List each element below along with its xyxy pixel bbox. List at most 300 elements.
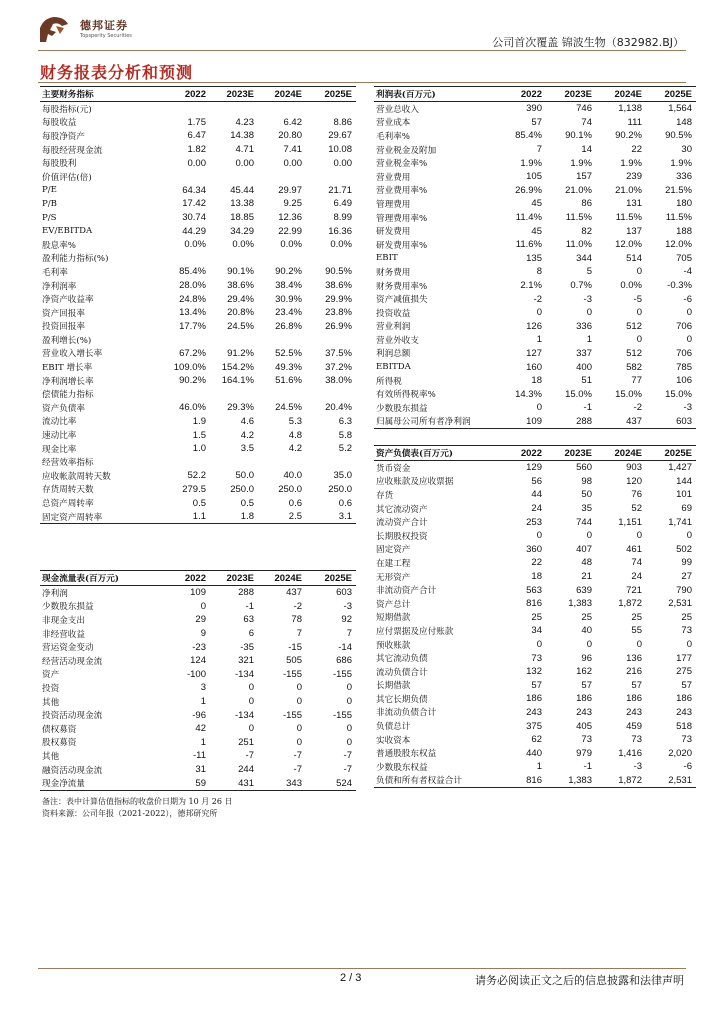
value-cell: 57 — [531, 116, 542, 128]
value-cell: 239 — [626, 171, 642, 183]
row-label: 资产负债率 — [42, 403, 85, 414]
value-cell: 154.2% — [221, 361, 254, 373]
value-cell: 0 — [686, 334, 692, 346]
value-cell: 0 — [636, 307, 642, 319]
value-cell: 14.38 — [230, 130, 254, 142]
row-label: 长期借款 — [376, 681, 411, 692]
value-cell: 0 — [536, 307, 542, 319]
year-header-cell: 2024E — [596, 446, 646, 461]
year-header-cell: 2025E — [306, 571, 356, 586]
value-cell: 188 — [676, 225, 692, 237]
value-cell: 34.29 — [230, 225, 254, 237]
value-cell: 28.0% — [179, 280, 206, 292]
value-cell: 1 — [586, 334, 592, 346]
value-cell: 45 — [531, 198, 542, 210]
value-cell: 57 — [631, 679, 642, 691]
value-cell: 35 — [581, 503, 592, 515]
table-row — [40, 252, 356, 266]
table-header-row — [40, 87, 356, 102]
row-label: 净利润增长率 — [42, 376, 94, 387]
row-label: 营业利润 — [376, 322, 411, 333]
row-label: 实收资本 — [376, 735, 411, 746]
value-cell: 38.6% — [227, 280, 254, 292]
row-label: 管理费用率% — [376, 213, 428, 224]
value-cell: 903 — [626, 462, 642, 474]
value-cell: 52.2 — [187, 470, 206, 482]
table-row — [374, 746, 696, 760]
row-label: 预收账款 — [376, 640, 411, 651]
value-cell: 24 — [531, 503, 542, 515]
value-cell — [158, 333, 210, 347]
value-cell: 15.0% — [565, 388, 592, 400]
page-number: 2 / 3 — [340, 972, 362, 984]
value-cell: 24.5% — [227, 320, 254, 332]
value-cell: 73 — [631, 734, 642, 746]
value-cell: 40 — [581, 625, 592, 637]
value-cell: 1.9 — [192, 415, 206, 427]
value-cell: 162 — [576, 666, 592, 678]
row-label: 现金净流量 — [40, 776, 158, 790]
footer-divider — [38, 968, 686, 969]
table-row — [40, 600, 356, 614]
value-cell: 343 — [258, 776, 306, 790]
value-cell: 4.2 — [288, 443, 302, 455]
value-cell: 21.0% — [565, 184, 592, 196]
value-cell: 0.0% — [330, 239, 352, 251]
table-row — [40, 360, 356, 374]
value-cell: 21 — [581, 571, 592, 583]
value-cell — [158, 455, 210, 469]
value-cell: 744 — [576, 516, 592, 528]
value-cell: 243 — [676, 706, 692, 718]
value-cell: 132 — [526, 666, 542, 678]
value-cell: 1,564 — [668, 103, 692, 115]
value-cell: 160 — [526, 361, 542, 373]
value-cell: 18 — [531, 571, 542, 583]
value-cell: 186 — [576, 693, 592, 705]
value-cell: 106 — [676, 375, 692, 387]
value-cell: 109 — [190, 587, 206, 599]
row-label: 资产 — [42, 670, 60, 681]
table-row — [40, 320, 356, 334]
row-label: 存货周转天数 — [42, 485, 94, 496]
value-cell: 91.2% — [227, 347, 254, 359]
value-cell: 502 — [676, 543, 692, 555]
value-cell: 505 — [286, 655, 302, 667]
value-cell: 0 — [296, 723, 302, 735]
table-row — [40, 184, 356, 198]
value-cell: 25 — [581, 611, 592, 623]
value-cell: 90.5% — [325, 266, 352, 278]
value-cell: 437 — [286, 587, 302, 599]
value-cell: -7 — [293, 750, 302, 762]
value-cell: 56 — [531, 475, 542, 487]
value-cell: 52.5% — [275, 347, 302, 359]
table-row — [40, 736, 356, 750]
value-cell: 512 — [626, 320, 642, 332]
value-cell: 1.9% — [520, 157, 542, 169]
value-cell: 1.8 — [210, 510, 258, 524]
value-cell: 279.5 — [182, 483, 206, 495]
table-row — [40, 510, 356, 524]
table-row — [40, 586, 356, 600]
table-row — [374, 374, 696, 388]
value-cell: 6.47 — [187, 130, 206, 142]
value-cell: 177 — [676, 652, 692, 664]
value-cell: -11 — [192, 750, 206, 762]
row-label: 股权募资 — [42, 738, 77, 749]
row-label: 营业收入增长率 — [42, 349, 103, 360]
table-row — [374, 333, 696, 347]
value-cell: -96 — [192, 709, 206, 721]
value-cell: 63 — [243, 614, 254, 626]
value-cell: 37.5% — [325, 347, 352, 359]
value-cell: 38.4% — [275, 280, 302, 292]
value-cell: -2 — [293, 600, 302, 612]
value-cell: 129 — [526, 462, 542, 474]
table-row — [40, 776, 356, 790]
income-statement-table — [374, 86, 696, 429]
value-cell: 0.00 — [187, 157, 206, 169]
row-label: 研发费用率% — [376, 240, 428, 251]
logo-subtext: Topsperity Securities — [80, 33, 132, 39]
value-cell: 7.41 — [283, 144, 302, 156]
value-cell: 250.0 — [278, 483, 302, 495]
value-cell: 148 — [676, 116, 692, 128]
row-label: 毛利率% — [376, 131, 410, 142]
row-label: 财务费用率% — [376, 281, 428, 292]
value-cell: 38.6% — [325, 280, 352, 292]
value-cell: 0 — [346, 723, 352, 735]
value-cell: -2 — [633, 402, 642, 414]
table-row — [374, 583, 696, 597]
value-cell: 22 — [531, 557, 542, 569]
value-cell: 18.85 — [230, 212, 254, 224]
table-title-cell: 资产负债表(百万元) — [374, 446, 496, 461]
value-cell: 45 — [531, 225, 542, 237]
table-header-row — [374, 87, 696, 102]
value-cell: 336 — [676, 171, 692, 183]
value-cell: 336 — [576, 320, 592, 332]
value-cell: 12.36 — [278, 212, 302, 224]
value-cell: -7 — [245, 750, 254, 762]
value-cell: 0.7% — [570, 280, 592, 292]
value-cell: 137 — [626, 225, 642, 237]
table-row — [374, 292, 696, 306]
value-cell: -15 — [288, 641, 302, 653]
value-cell: 29.9% — [325, 293, 352, 305]
value-cell: 35.0 — [333, 470, 352, 482]
table-row — [374, 252, 696, 266]
value-cell — [210, 387, 258, 401]
value-cell: 62 — [531, 734, 542, 746]
table-row — [40, 496, 356, 510]
table-row — [374, 102, 696, 116]
table-row — [374, 279, 696, 293]
row-label: 偿债能力指标 — [42, 390, 94, 401]
value-cell — [258, 170, 306, 184]
table-row — [40, 455, 356, 469]
value-cell: 7 — [296, 628, 302, 640]
value-cell: 22.99 — [278, 225, 302, 237]
year-header-cell: 2025E — [646, 446, 696, 461]
value-cell: 518 — [676, 720, 692, 732]
value-cell: 563 — [526, 584, 542, 596]
value-cell: 20.8% — [227, 307, 254, 319]
value-cell: 92 — [341, 614, 352, 626]
value-cell: -134 — [234, 709, 254, 721]
row-label: 财务费用 — [376, 267, 411, 278]
value-cell: 1 — [536, 761, 542, 773]
row-label: 无形资产 — [376, 572, 411, 583]
value-cell: 275 — [676, 666, 692, 678]
table-row — [40, 156, 356, 170]
value-cell: 603 — [646, 415, 696, 429]
table-row — [374, 387, 696, 401]
value-cell: 30.74 — [182, 212, 206, 224]
value-cell: 790 — [676, 584, 692, 596]
value-cell: -3 — [633, 761, 642, 773]
table-row — [40, 265, 356, 279]
table-row — [40, 763, 356, 777]
row-label: 少数股东损益 — [42, 602, 94, 613]
value-cell: 360 — [526, 543, 542, 555]
value-cell: 135 — [526, 252, 542, 264]
table-row — [40, 347, 356, 361]
row-label: 固定资产周转率 — [40, 510, 158, 524]
value-cell: 90.2% — [275, 266, 302, 278]
value-cell: 126 — [526, 320, 542, 332]
table-row — [40, 238, 356, 252]
table-row — [40, 279, 356, 293]
value-cell: 124 — [190, 655, 206, 667]
table-row — [40, 374, 356, 388]
table-row — [374, 692, 696, 706]
value-cell: -155 — [282, 668, 302, 680]
row-label: EBIT — [376, 253, 398, 264]
value-cell: 0.6 — [338, 497, 352, 509]
value-cell: 375 — [526, 720, 542, 732]
value-cell: -0.3% — [667, 280, 692, 292]
row-label: 速动比率 — [42, 431, 77, 442]
row-label: 其他 — [42, 697, 60, 708]
value-cell: 57 — [531, 679, 542, 691]
value-cell: 50 — [581, 489, 592, 501]
value-cell: 2,020 — [668, 747, 692, 759]
value-cell: 1,383 — [568, 598, 592, 610]
table-row — [374, 733, 696, 747]
value-cell: 40.0 — [283, 470, 302, 482]
value-cell: 13.4% — [179, 307, 206, 319]
value-cell: 15.0% — [665, 388, 692, 400]
value-cell: -134 — [234, 668, 254, 680]
value-cell: 186 — [626, 693, 642, 705]
value-cell: 98 — [581, 475, 592, 487]
row-label: 非流动资产合计 — [376, 586, 437, 597]
table-row — [40, 143, 356, 157]
value-cell: -155 — [282, 709, 302, 721]
row-label: EBIT 增长率 — [42, 363, 93, 374]
value-cell — [210, 170, 258, 184]
value-cell: 0.5 — [240, 497, 254, 509]
value-cell: 0 — [296, 696, 302, 708]
value-cell: 127 — [526, 347, 542, 359]
value-cell: 50.0 — [235, 470, 254, 482]
value-cell: 20.4% — [325, 402, 352, 414]
value-cell: -6 — [683, 293, 692, 305]
value-cell: 0 — [346, 736, 352, 748]
year-header-cell: 2023E — [210, 87, 258, 102]
value-cell: 639 — [576, 584, 592, 596]
value-cell: 524 — [306, 776, 356, 790]
table-row — [374, 347, 696, 361]
value-cell: 186 — [526, 693, 542, 705]
value-cell: 82 — [581, 225, 592, 237]
value-cell: 7 — [346, 628, 352, 640]
table-row — [374, 129, 696, 143]
value-cell: 1.9% — [670, 157, 692, 169]
table-row — [374, 679, 696, 693]
value-cell: 4.6 — [240, 415, 254, 427]
value-cell: 288 — [238, 587, 254, 599]
row-label: 所得税 — [376, 376, 402, 387]
row-label: 每股净资产 — [42, 131, 85, 142]
value-cell: 1,151 — [618, 516, 642, 528]
value-cell: 29 — [195, 614, 206, 626]
value-cell: 1.9% — [570, 157, 592, 169]
value-cell: 101 — [676, 489, 692, 501]
value-cell — [210, 333, 258, 347]
value-cell: 1.1 — [158, 510, 210, 524]
value-cell: 14.3% — [515, 388, 542, 400]
value-cell: 29.97 — [278, 184, 302, 196]
row-label: 其它流动资产 — [376, 504, 428, 515]
value-cell: 9 — [200, 628, 206, 640]
value-cell: 99 — [681, 557, 692, 569]
value-cell: -2 — [533, 293, 542, 305]
row-label: 管理费用 — [376, 199, 411, 210]
value-cell: 25 — [631, 611, 642, 623]
value-cell: 603 — [336, 587, 352, 599]
value-cell: 30 — [681, 144, 692, 156]
table-row — [40, 333, 356, 347]
value-cell: 25 — [531, 611, 542, 623]
value-cell: 5.8 — [338, 429, 352, 441]
value-cell: 16.36 — [328, 225, 352, 237]
table-row — [374, 502, 696, 516]
value-cell: 11.4% — [515, 212, 542, 224]
row-label: 融资活动现金流 — [42, 765, 103, 776]
value-cell: 74 — [581, 116, 592, 128]
row-label: 流动资产合计 — [376, 518, 428, 529]
row-label: 毛利率 — [42, 267, 68, 278]
year-header-cell: 2023E — [546, 446, 596, 461]
value-cell: 73 — [581, 734, 592, 746]
table-row — [40, 224, 356, 238]
value-cell — [258, 333, 306, 347]
value-cell: 514 — [626, 252, 642, 264]
table-row — [40, 387, 356, 401]
value-cell: 1.82 — [187, 144, 206, 156]
value-cell — [158, 170, 210, 184]
value-cell: 109.0% — [173, 361, 206, 373]
table-row — [374, 143, 696, 157]
value-cell: 22 — [631, 144, 642, 156]
value-cell: 26.9% — [515, 184, 542, 196]
value-cell: 77 — [631, 375, 642, 387]
value-cell: 17.42 — [182, 198, 206, 210]
value-cell: 253 — [526, 516, 542, 528]
value-cell: 4.2 — [240, 429, 254, 441]
value-cell: 686 — [336, 655, 352, 667]
value-cell: 0.5 — [192, 497, 206, 509]
value-cell — [306, 102, 356, 116]
row-label: 资产回报率 — [42, 308, 85, 319]
year-header-cell: 2023E — [546, 87, 596, 102]
value-cell: 582 — [626, 361, 642, 373]
value-cell: 706 — [676, 347, 692, 359]
value-cell: 90.1% — [227, 266, 254, 278]
value-cell: 24.5% — [275, 402, 302, 414]
row-label: 营业外收支 — [376, 335, 419, 346]
section-title: 财务报表分析和预测 — [40, 63, 194, 82]
value-cell: 0.0% — [232, 239, 254, 251]
row-label: P/E — [42, 185, 57, 196]
table-row — [40, 211, 356, 225]
row-label: 在建工程 — [376, 558, 411, 569]
value-cell: 73 — [681, 625, 692, 637]
value-cell: 0 — [346, 682, 352, 694]
value-cell: 251 — [238, 736, 254, 748]
value-cell: 0.0% — [184, 239, 206, 251]
value-cell: -23 — [192, 641, 206, 653]
value-cell: 57 — [681, 679, 692, 691]
table-row — [374, 238, 696, 252]
value-cell: 12.0% — [615, 239, 642, 251]
value-cell: 73 — [681, 734, 692, 746]
row-label: 营业费用 — [376, 172, 411, 183]
value-cell: 1,741 — [668, 516, 692, 528]
value-cell: 0 — [636, 639, 642, 651]
value-cell: -1 — [583, 761, 592, 773]
row-label: 资产减值损失 — [376, 295, 428, 306]
value-cell: -100 — [186, 668, 206, 680]
table-title-cell: 现金流量表(百万元) — [40, 571, 158, 586]
value-cell: 18 — [531, 375, 542, 387]
report-type-and-company: 公司首次覆盖 锦波生物（832982.BJ） — [492, 36, 684, 49]
value-cell — [306, 170, 356, 184]
table-row — [40, 627, 356, 641]
value-cell: 6.3 — [338, 415, 352, 427]
value-cell: 1,416 — [618, 747, 642, 759]
value-cell: 0.6 — [288, 497, 302, 509]
value-cell: 250.0 — [328, 483, 352, 495]
value-cell — [210, 252, 258, 266]
value-cell: 21.71 — [328, 184, 352, 196]
value-cell: 0 — [636, 334, 642, 346]
row-label: 营业成本 — [376, 118, 411, 129]
value-cell: 0 — [686, 307, 692, 319]
table-row — [40, 306, 356, 320]
value-cell: 131 — [626, 198, 642, 210]
company-logo — [38, 14, 148, 44]
table-row — [40, 170, 356, 184]
value-cell: 111 — [627, 116, 642, 128]
year-header-cell: 2022 — [158, 571, 210, 586]
value-cell: -3 — [583, 293, 592, 305]
table-row — [40, 708, 356, 722]
table-row — [374, 401, 696, 415]
